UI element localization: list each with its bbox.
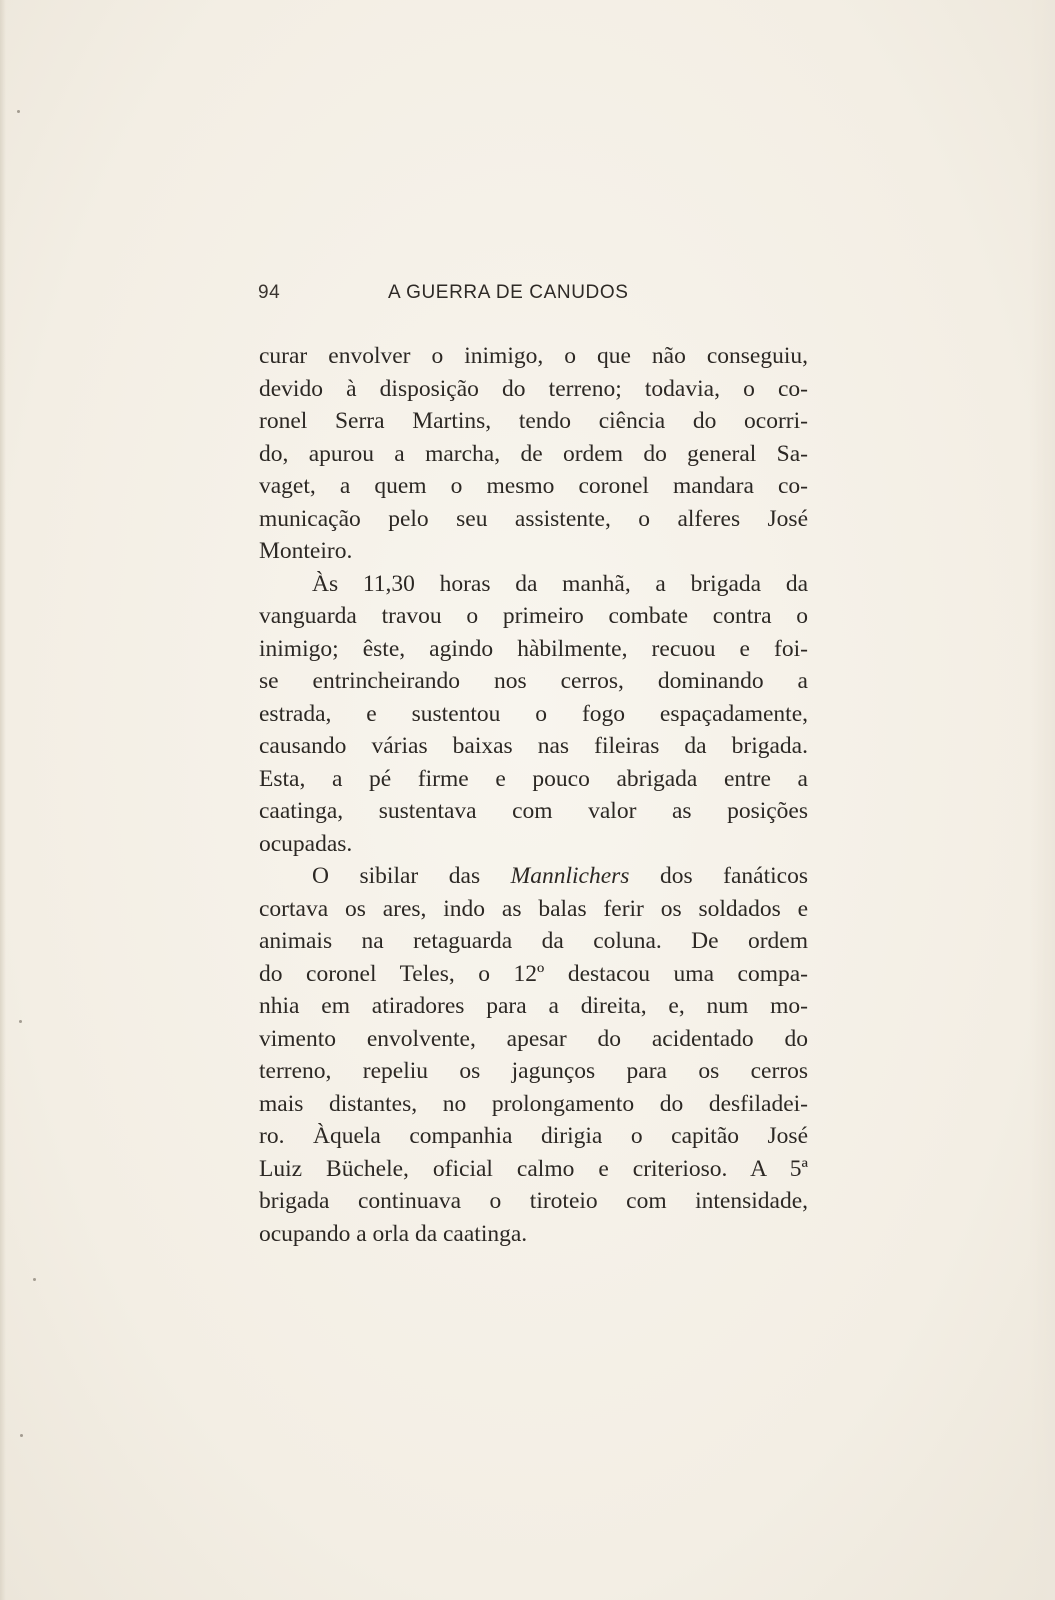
page-left-edge-shadow bbox=[0, 0, 6, 1600]
text-line: terreno, repeliu os jagunços para os cerros bbox=[259, 1058, 808, 1084]
text-line: ocupando a orla da caatinga. bbox=[259, 1220, 528, 1247]
paper-speck bbox=[20, 1434, 23, 1437]
page-right-edge-shadow bbox=[1029, 0, 1055, 1600]
text-line: ro. Àquela companhia dirigia o capitão José bbox=[259, 1123, 808, 1149]
text-line bbox=[259, 860, 808, 893]
text-line: mais distantes, no prolongamento do desfiladei- bbox=[259, 1090, 808, 1117]
text-line: do coronel Teles, o 12º destacou uma compa- bbox=[259, 960, 808, 987]
text-line: do, apurou a marcha, de ordem do general Sa- bbox=[259, 440, 808, 467]
text-line: cortava os ares, indo as balas ferir os soldados e bbox=[259, 895, 808, 922]
text-line: curar envolver o inimigo, o que não conseguiu, bbox=[259, 343, 808, 369]
running-title: A GUERRA DE CANUDOS bbox=[388, 282, 629, 303]
paper-speck bbox=[19, 1020, 22, 1023]
italic-term: Mannlichers bbox=[510, 863, 630, 889]
text-line: devido à disposição do terreno; todavia, o co- bbox=[259, 375, 808, 402]
text-line: ocupadas. bbox=[259, 830, 353, 857]
text-line: caatinga, sustentava com valor as posições bbox=[259, 798, 808, 824]
paper-speck bbox=[33, 1278, 36, 1281]
text-line: inimigo; êste, agindo hàbilmente, recuou e foi- bbox=[259, 635, 808, 662]
text-line: vanguarda travou o primeiro combate contra o bbox=[259, 603, 808, 629]
text-line: se entrincheirando nos cerros, dominando a bbox=[259, 668, 808, 694]
text-fragment: O sibilar das bbox=[312, 863, 511, 889]
body-text bbox=[259, 340, 808, 1250]
text-line: Às 11,30 horas da manhã, a brigada da bbox=[312, 570, 808, 597]
text-line: Luiz Büchele, oficial calmo e criterioso. A 5ª bbox=[259, 1155, 808, 1182]
text-line: nhia em atiradores para a direita, e, num mo- bbox=[259, 993, 808, 1019]
text-line: Esta, a pé firme e pouco abrigada entre a bbox=[259, 765, 808, 792]
paper-speck bbox=[17, 110, 20, 113]
text-line: municação pelo seu assistente, o alferes José bbox=[259, 505, 808, 532]
text-fragment: dos fanáticos bbox=[629, 863, 808, 889]
text-line: causando várias baixas nas fileiras da brigada. bbox=[259, 733, 808, 759]
text-line: animais na retaguarda da coluna. De ordem bbox=[259, 928, 808, 954]
text-line: ronel Serra Martins, tendo ciência do ocorri- bbox=[259, 408, 808, 434]
text-line: brigada continuava o tiroteio com intensidade, bbox=[259, 1188, 808, 1214]
page-number: 94 bbox=[258, 282, 281, 303]
text-line: vaget, a quem o mesmo coronel mandara co- bbox=[259, 473, 808, 499]
text-line: vimento envolvente, apesar do acidentado do bbox=[259, 1025, 808, 1052]
text-line: Monteiro. bbox=[259, 538, 353, 564]
running-head bbox=[258, 282, 808, 308]
text-line: estrada, e sustentou o fogo espaçadamente, bbox=[259, 700, 808, 727]
